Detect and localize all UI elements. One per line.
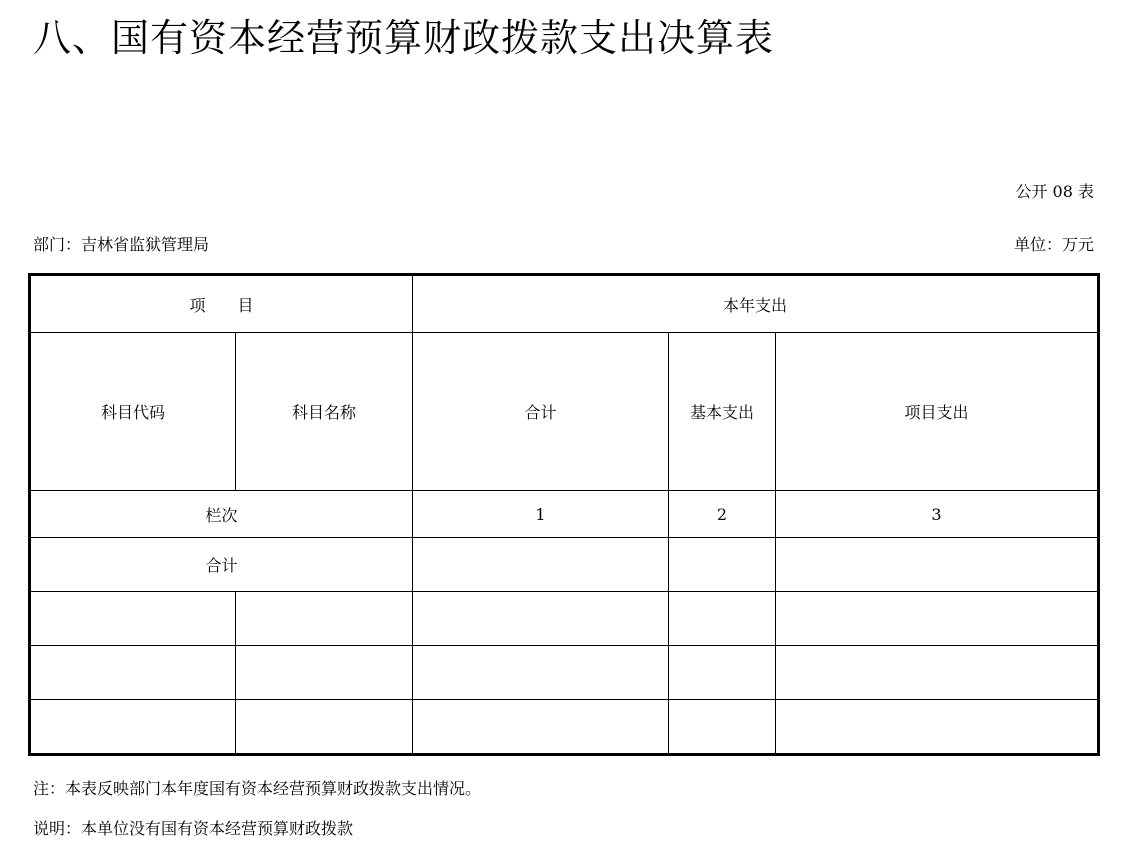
table-cell bbox=[236, 592, 413, 646]
form-code: 公开 08 表 bbox=[1015, 182, 1094, 201]
table-cell bbox=[413, 592, 669, 646]
total-basic-cell bbox=[669, 538, 776, 592]
table-cell bbox=[30, 592, 236, 646]
total-project-cell bbox=[776, 538, 1099, 592]
table-cell bbox=[413, 700, 669, 755]
table-index-row bbox=[30, 491, 1099, 538]
col-header-name: 科目名称 bbox=[236, 333, 413, 491]
table-row bbox=[30, 592, 1099, 646]
table-cell bbox=[413, 646, 669, 700]
index-cell-2: 2 bbox=[669, 491, 776, 538]
expenditure-table bbox=[28, 273, 1100, 756]
table-explanation: 说明：本单位没有国有资本经营预算财政拨款 bbox=[33, 819, 354, 838]
table-cell bbox=[30, 700, 236, 755]
table-cell bbox=[669, 646, 776, 700]
table-cell bbox=[776, 592, 1099, 646]
table-cell bbox=[30, 646, 236, 700]
table-total-row bbox=[30, 538, 1099, 592]
header-item-cell: 项 目 bbox=[30, 275, 413, 333]
index-cell-1: 1 bbox=[413, 491, 669, 538]
table-row bbox=[30, 646, 1099, 700]
table-cell bbox=[669, 700, 776, 755]
total-label-cell: 合计 bbox=[30, 538, 413, 592]
table-cell bbox=[776, 700, 1099, 755]
total-sum-cell bbox=[413, 538, 669, 592]
meta-line bbox=[33, 234, 1094, 256]
table-header-row bbox=[30, 275, 1099, 333]
table-cell bbox=[236, 700, 413, 755]
col-header-total: 合计 bbox=[413, 333, 669, 491]
table-cell bbox=[776, 646, 1099, 700]
table-cell bbox=[669, 592, 776, 646]
header-current-year-cell: 本年支出 bbox=[413, 275, 1099, 333]
table-note: 注：本表反映部门本年度国有资本经营预算财政拨款支出情况。 bbox=[33, 779, 482, 798]
page-title: 八、国有资本经营预算财政拨款支出决算表 bbox=[33, 16, 775, 60]
index-cell-3: 3 bbox=[776, 491, 1099, 538]
index-label-cell: 栏次 bbox=[30, 491, 413, 538]
col-header-project: 项目支出 bbox=[776, 333, 1099, 491]
department-label: 部门：吉林省监狱管理局 bbox=[33, 235, 210, 254]
col-header-code: 科目代码 bbox=[30, 333, 236, 491]
unit-label: 单位：万元 bbox=[1013, 235, 1094, 254]
col-header-basic: 基本支出 bbox=[669, 333, 776, 491]
table-subheader-row bbox=[30, 333, 1099, 491]
table-row bbox=[30, 700, 1099, 755]
table-cell bbox=[236, 646, 413, 700]
